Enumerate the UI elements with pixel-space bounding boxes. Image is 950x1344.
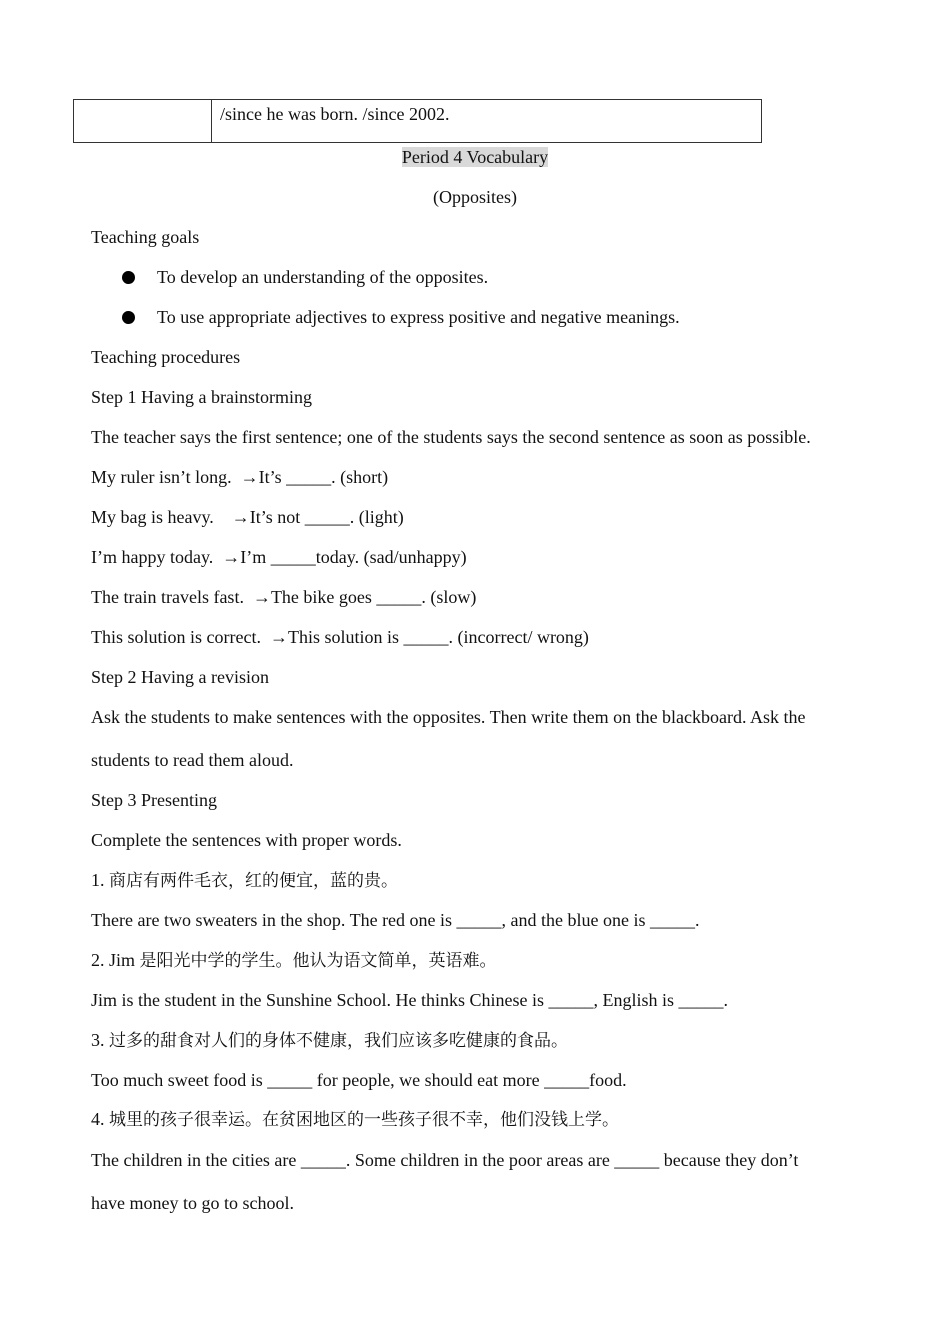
- question-english: The children in the cities are _____. Some children in the poor areas are _____ because they don’t: [91, 1150, 799, 1170]
- teaching-goals-heading: Teaching goals: [91, 227, 200, 247]
- page-title: [0, 145, 950, 169]
- step2-heading: Step 2 Having a revision: [91, 667, 269, 687]
- table-cell-text: /since he was born. /since 2002.: [212, 100, 762, 143]
- example-sentence: The train travels fast. →The bike goes _____. (slow): [91, 587, 477, 607]
- question-number: 1.: [91, 870, 105, 890]
- example-sentence: This solution is correct. →This solution is _____. (incorrect/ wrong): [91, 627, 589, 647]
- question-english: Jim is the student in the Sunshine School. He thinks Chinese is _____, English is _____.: [91, 990, 728, 1010]
- question-english: There are two sweaters in the shop. The red one is _____, and the blue one is _____.: [91, 910, 700, 930]
- goal-text: To use appropriate adjectives to express positive and negative meanings.: [157, 307, 680, 327]
- goal-text: To develop an understanding of the opposites.: [157, 267, 489, 287]
- question-chinese-text: 城里的孩子很幸运。在贫困地区的一些孩子很不幸，他们没钱上学。: [109, 1110, 619, 1130]
- step2-text-line: students to read them aloud.: [91, 750, 294, 770]
- step3-heading: Step 3 Presenting: [91, 790, 217, 810]
- step3-intro: Complete the sentences with proper words.: [91, 830, 402, 850]
- question-number: 2. Jim: [91, 950, 136, 970]
- goal-item: [122, 265, 488, 289]
- example-sentence: My ruler isn’t long. →It’s _____. (short): [91, 467, 389, 487]
- goal-item: [122, 305, 680, 329]
- top-table-fragment: [73, 99, 762, 143]
- step1-heading: Step 1 Having a brainstorming: [91, 387, 312, 407]
- step1-intro: The teacher says the first sentence; one of the students says the second sentence as soon as possible.: [91, 427, 811, 447]
- procedures-heading: Teaching procedures: [91, 347, 241, 367]
- question-chinese: [91, 1028, 568, 1053]
- question-chinese: [91, 1107, 619, 1132]
- question-chinese-text: 商店有两件毛衣，红的便宜，蓝的贵。: [109, 871, 398, 891]
- step2-text-line: Ask the students to make sentences with the opposites. Then write them on the blackboard. Ask the: [91, 707, 806, 727]
- table-row: [74, 100, 762, 143]
- bullet-icon: [122, 271, 135, 284]
- question-chinese: [91, 868, 398, 893]
- question-chinese-text: 是阳光中学的学生。他认为语文简单，英语难。: [139, 951, 497, 971]
- question-chinese-text: 过多的甜食对人们的身体不健康，我们应该多吃健康的食品。: [109, 1031, 568, 1051]
- page-subtitle: (Opposites): [433, 187, 517, 207]
- title-text: Period 4 Vocabulary: [401, 147, 549, 167]
- bullet-icon: [122, 311, 135, 324]
- question-english: have money to go to school.: [91, 1193, 294, 1213]
- table-cell-empty: [74, 100, 212, 143]
- example-sentence: I’m happy today. →I’m _____today. (sad/unhappy): [91, 547, 467, 567]
- question-number: 4.: [91, 1109, 105, 1129]
- question-chinese: [91, 948, 497, 973]
- question-english: Too much sweet food is _____ for people, we should eat more _____food.: [91, 1070, 627, 1090]
- question-number: 3.: [91, 1030, 105, 1050]
- example-sentence: My bag is heavy. →It’s not _____. (light): [91, 507, 404, 527]
